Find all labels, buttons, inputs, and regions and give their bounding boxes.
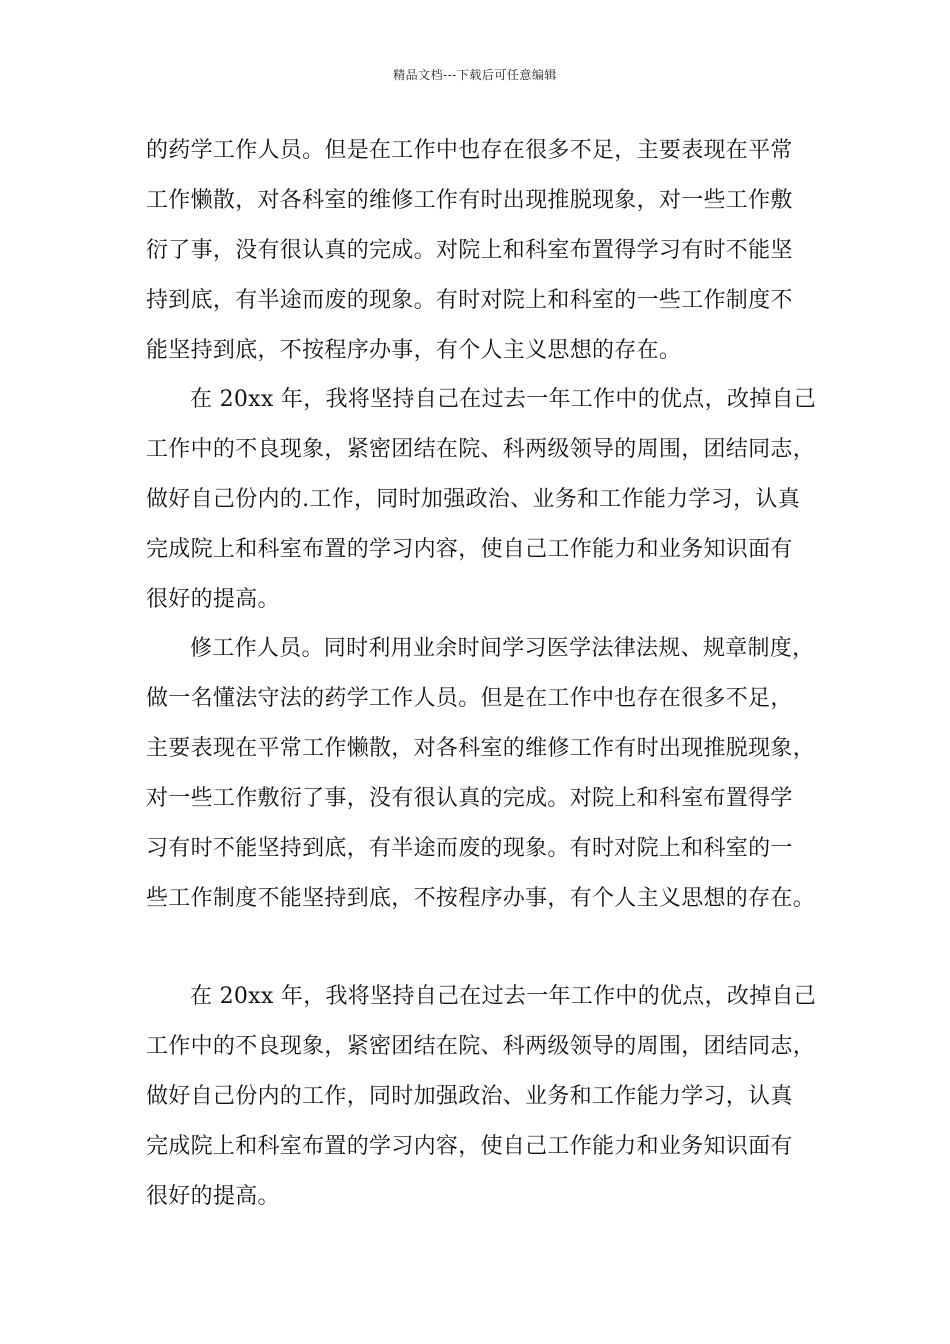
text-line: 工作中的不良现象，紧密团结在院、科两级领导的周围，团结同志， [146,1034,816,1059]
text-line: 工作中的不良现象，紧密团结在院、科两级领导的周围，团结同志， [146,437,816,462]
paragraph-4 [146,982,826,1232]
text-line: 持到底，有半途而废的现象。有时对院上和科室的一些工作制度不 [146,288,793,313]
text-line: 对一些工作敷衍了事，没有很认真的完成。对院上和科室布置得学 [146,786,793,811]
text-line: 工作懒散，对各科室的维修工作有时出现推脱现象，对一些工作敷 [146,188,793,213]
text-line: 做好自己份内的工作，同时加强政治、业务和工作能力学习，认真 [146,1084,793,1109]
text-line: 很好的提高。 [146,1184,280,1209]
text-line: 习有时不能坚持到底，有半途而废的现象。有时对院上和科室的一 [146,836,793,861]
text-line: 做一名懂法守法的药学工作人员。但是在工作中也存在很多不足， [146,686,793,711]
paragraph-2 [146,385,826,635]
text-line: 些工作制度不能坚持到底，不按程序办事，有个人主义思想的存在。 [146,886,816,911]
text-line: 完成院上和科室布置的学习内容，使自己工作能力和业务知识面有 [146,537,793,562]
text-line: 主要表现在平常工作懒散，对各科室的维修工作有时出现推脱现象， [146,736,816,761]
paragraph-1 [146,136,826,386]
text-line: 能坚持到底，不按程序办事，有个人主义思想的存在。 [146,338,682,363]
text-line: 做好自己份内的.工作，同时加强政治、业务和工作能力学习，认真 [146,487,800,512]
page-header: 精品文档---下载后可任意编辑 [393,68,557,82]
text-line: 衍了事，没有很认真的完成。对院上和科室布置得学习有时不能坚 [146,238,793,263]
paragraph-3 [146,634,826,934]
text-line: 修工作人员。同时利用业余时间学习医学法律法规、规章制度， [190,636,815,661]
text-line: 的药学工作人员。但是在工作中也存在很多不足，主要表现在平常 [146,138,793,163]
text-line: 很好的提高。 [146,587,280,612]
text-line: 在 20xx 年，我将坚持自己在过去一年工作中的优点，改掉自己 [190,387,817,412]
text-line: 完成院上和科室布置的学习内容，使自己工作能力和业务知识面有 [146,1134,793,1159]
text-line: 在 20xx 年，我将坚持自己在过去一年工作中的优点，改掉自己 [190,984,817,1009]
